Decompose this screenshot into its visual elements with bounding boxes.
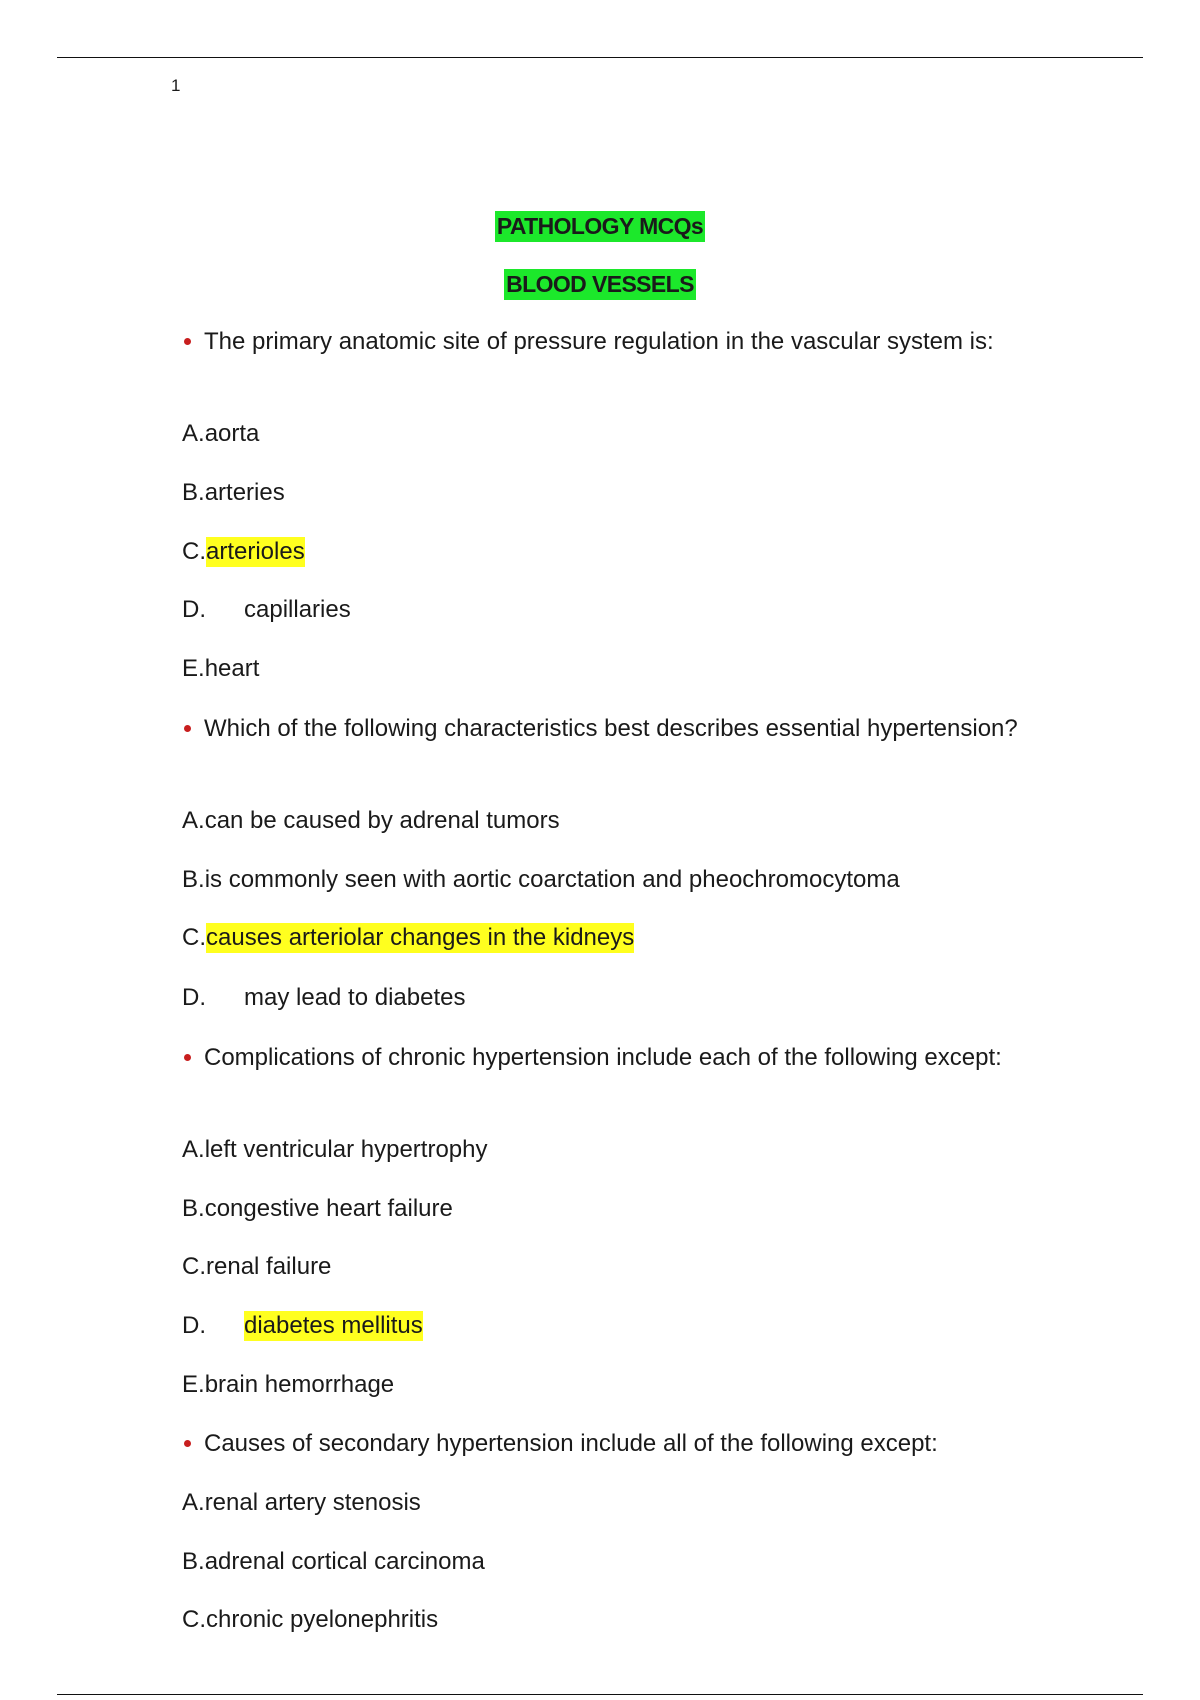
option-letter: E. xyxy=(182,1371,205,1398)
header-rule xyxy=(57,57,1143,58)
option-2d xyxy=(182,982,465,1014)
option-text: arteries xyxy=(204,479,285,506)
option-letter: B. xyxy=(182,1548,205,1575)
option-3b xyxy=(182,1193,453,1225)
bullet-icon xyxy=(184,1440,191,1447)
bullet-icon xyxy=(184,725,191,732)
document-title-block xyxy=(0,211,1200,241)
option-letter: A. xyxy=(182,807,205,834)
option-1e xyxy=(182,653,259,685)
option-letter: C. xyxy=(182,924,206,951)
option-text: capillaries xyxy=(244,596,351,623)
option-text: aorta xyxy=(204,420,260,447)
option-text: may lead to diabetes xyxy=(244,984,466,1011)
option-1b xyxy=(182,477,285,509)
option-letter: E. xyxy=(182,655,205,682)
option-1d xyxy=(182,594,351,626)
question-1 xyxy=(204,324,1064,359)
question-text: Causes of secondary hypertension include all of the following except: xyxy=(204,1430,938,1457)
answer-highlight: arterioles xyxy=(206,538,305,565)
option-text: heart xyxy=(204,655,260,682)
option-letter: C. xyxy=(182,1606,206,1633)
question-text: The primary anatomic site of pressure regulation in the vascular system is: xyxy=(204,328,994,355)
option-letter: D. xyxy=(182,984,206,1011)
document-title: PATHOLOGY MCQs xyxy=(495,211,705,242)
document-subtitle: BLOOD VESSELS xyxy=(504,269,696,300)
option-letter: B. xyxy=(182,1195,205,1222)
option-1c xyxy=(182,536,305,568)
option-text: congestive heart failure xyxy=(204,1195,453,1222)
option-3d xyxy=(182,1310,423,1342)
answer-highlight: causes arteriolar changes in the kidneys xyxy=(206,924,635,951)
option-text: left ventricular hypertrophy xyxy=(204,1136,488,1163)
question-text: Which of the following characteristics best describes essential hypertension? xyxy=(204,715,1018,742)
bullet-icon xyxy=(184,338,191,345)
option-text: brain hemorrhage xyxy=(204,1371,395,1398)
question-text: Complications of chronic hypertension include each of the following except: xyxy=(204,1044,1002,1071)
question-4 xyxy=(204,1426,1064,1461)
option-4c xyxy=(182,1604,438,1636)
option-text: is commonly seen with aortic coarctation and pheochromocytoma xyxy=(204,866,900,893)
option-text: adrenal cortical carcinoma xyxy=(204,1548,485,1575)
option-3c xyxy=(182,1251,331,1283)
option-4b xyxy=(182,1546,485,1578)
footer-rule xyxy=(57,1694,1143,1695)
option-letter: A. xyxy=(182,420,205,447)
question-3 xyxy=(204,1040,1064,1075)
option-letter: A. xyxy=(182,1489,205,1516)
bullet-icon xyxy=(184,1054,191,1061)
page-number: 1 xyxy=(171,76,181,95)
option-letter: B. xyxy=(182,866,205,893)
option-text: renal artery stenosis xyxy=(204,1489,421,1516)
document-subtitle-block xyxy=(0,269,1200,299)
option-letter: A. xyxy=(182,1136,205,1163)
option-2a xyxy=(182,805,560,837)
option-letter: C. xyxy=(182,538,206,565)
option-letter: C. xyxy=(182,1253,206,1280)
option-letter: D. xyxy=(182,1312,206,1339)
option-text: chronic pyelonephritis xyxy=(206,1606,439,1633)
option-2c xyxy=(182,922,634,954)
option-4a xyxy=(182,1487,421,1519)
option-text: renal failure xyxy=(206,1253,332,1280)
option-letter: D. xyxy=(182,596,206,623)
question-2 xyxy=(204,711,1064,746)
option-3a xyxy=(182,1134,487,1166)
answer-highlight: diabetes mellitus xyxy=(244,1312,423,1339)
option-3e xyxy=(182,1369,394,1401)
option-text: can be caused by adrenal tumors xyxy=(204,807,560,834)
option-2b xyxy=(182,864,900,896)
option-1a xyxy=(182,418,259,450)
option-letter: B. xyxy=(182,479,205,506)
